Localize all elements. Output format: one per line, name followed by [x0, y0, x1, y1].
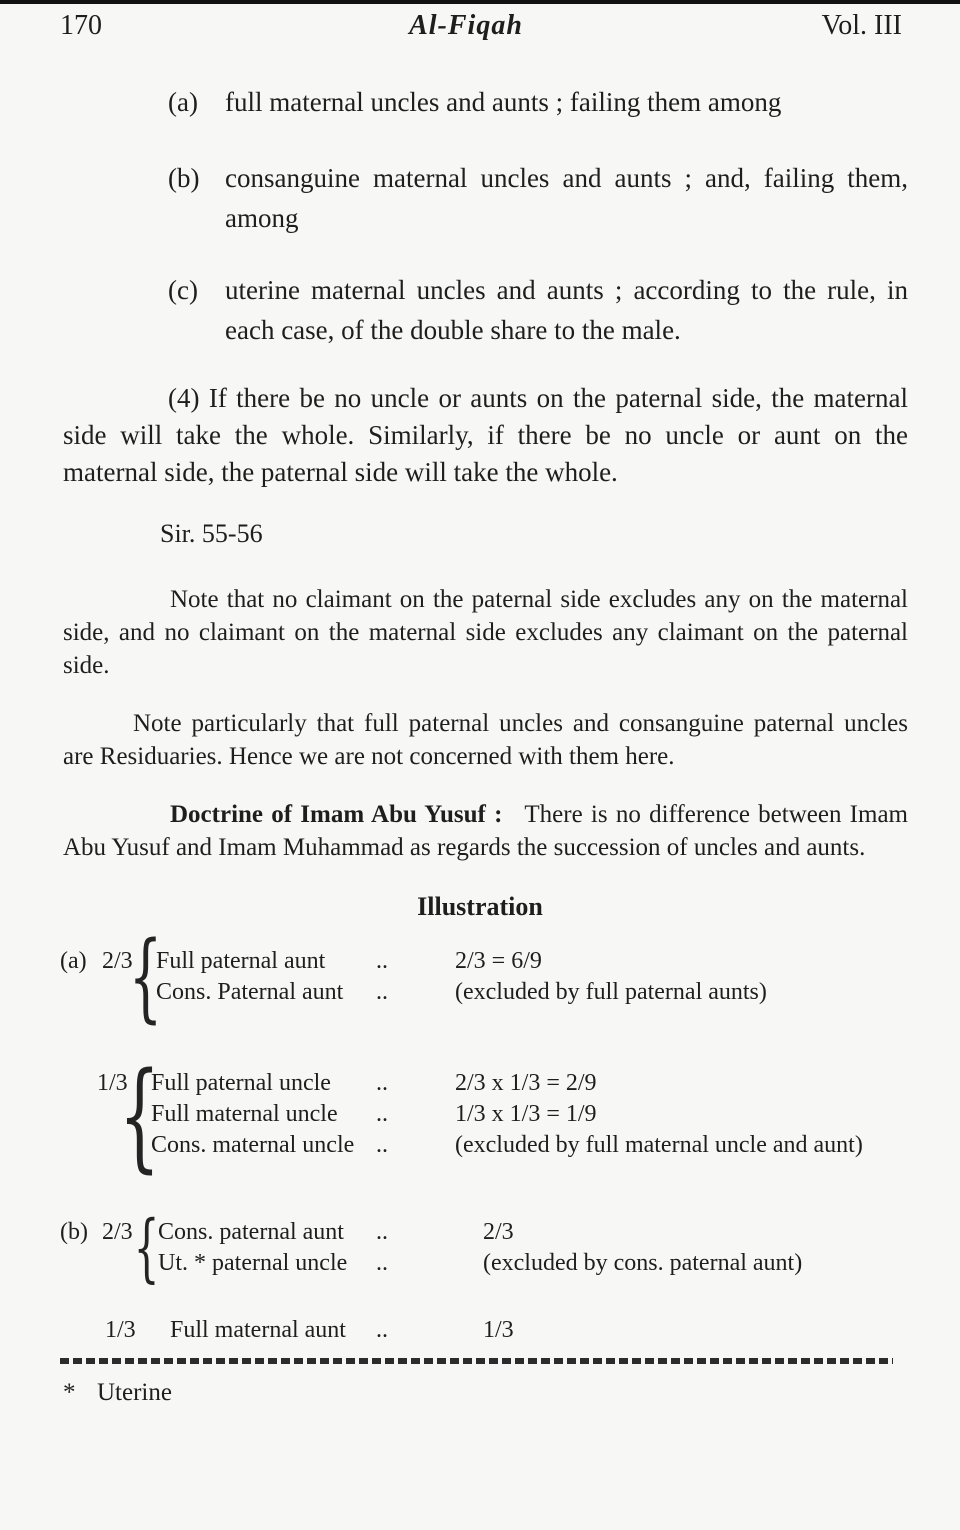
note-paragraph-2: Note particularly that full paternal uncles and consanguine paternal uncles are Residuaries. Hence we are not concerned with them here.: [63, 710, 908, 770]
list-text-c: uterine maternal uncles and aunts ; according to the rule, in each case, of the double share to the male.: [225, 275, 908, 345]
illustration-block-b: [0, 1205, 960, 1291]
footnote-separator: [60, 1358, 893, 1364]
row-label: Full paternal aunt: [156, 948, 326, 974]
row-dots: ..: [376, 1132, 388, 1158]
left-brace-icon: {: [119, 1045, 161, 1184]
block-a-rows: [156, 946, 960, 1008]
row-value: (excluded by full paternal aunts): [455, 979, 767, 1005]
row-dots: ..: [376, 1250, 388, 1276]
row-label: Full maternal aunt: [170, 1317, 346, 1343]
block-last-rows: [170, 1315, 960, 1346]
left-brace-icon: {: [129, 921, 163, 1033]
row-dots: ..: [376, 979, 388, 1005]
block-b-rows: [158, 1217, 960, 1279]
row-label: Ut. * paternal uncle: [158, 1250, 348, 1276]
table-row: [156, 946, 960, 977]
paragraph-4: (4) If there be no uncle or aunts on the paternal side, the maternal side will take the whole. Similarly, if there be no uncle or aunt on the maternal side, the paternal side will take the whole.: [63, 383, 908, 487]
row-value: 2/3 x 1/3 = 2/9: [455, 1070, 597, 1096]
table-row: [156, 977, 960, 1008]
row-label: Cons. maternal uncle: [151, 1132, 355, 1158]
row-label: Full paternal uncle: [151, 1070, 331, 1096]
block-a-item-label: (a): [60, 948, 87, 974]
footnote: [63, 1378, 900, 1408]
row-dots: ..: [376, 1070, 388, 1096]
table-row: [158, 1248, 960, 1279]
block-last-fraction: 1/3: [105, 1317, 136, 1343]
row-value: (excluded by full maternal uncle and aunt): [455, 1132, 863, 1158]
doctrine-text: There is no difference between Imam Abu Yusuf and Imam Muhammad as regards the succession of uncles and aunts.: [63, 801, 908, 861]
table-row: [151, 1099, 960, 1130]
row-dots: ..: [376, 1317, 388, 1343]
list-item-c: [168, 270, 908, 350]
row-dots: ..: [376, 1219, 388, 1245]
table-row: [170, 1315, 960, 1346]
row-label: Cons. Paternal aunt: [156, 979, 344, 1005]
list-item-a: [168, 82, 908, 122]
table-row: [151, 1068, 960, 1099]
list-text-a: full maternal uncles and aunts ; failing them among: [225, 87, 782, 117]
illustration-heading: Illustration: [417, 892, 543, 921]
block-third-rows: [151, 1068, 960, 1161]
doctrine-paragraph: [63, 798, 908, 864]
note-paragraph-1: Note that no claimant on the paternal side excludes any on the maternal side, and no claimant on the maternal side excludes any claimant on the paternal side.: [63, 586, 908, 679]
block-a-fraction: 2/3: [102, 948, 133, 974]
row-value: 1/3 x 1/3 = 1/9: [455, 1101, 597, 1127]
illustration-block-last: [0, 1315, 960, 1346]
row-value: 1/3: [483, 1317, 514, 1343]
scan-edge-bar: [0, 0, 960, 4]
row-value: 2/3: [483, 1219, 514, 1245]
block-b-fraction: 2/3: [102, 1219, 133, 1245]
row-value: (excluded by cons. paternal aunt): [483, 1250, 803, 1276]
left-brace-icon: {: [134, 1205, 160, 1291]
doctrine-heading: Doctrine of Imam Abu Yusuf :: [170, 801, 503, 828]
row-label: Cons. paternal aunt: [158, 1219, 344, 1245]
list-marker-b: (b): [168, 163, 200, 193]
list-marker-a: (a): [168, 87, 198, 117]
page-header: [0, 0, 960, 42]
citation-sir: Sir. 55-56: [160, 519, 263, 548]
illustration-block-third: [0, 1045, 960, 1184]
table-row: [158, 1217, 960, 1248]
row-value: 2/3 = 6/9: [455, 948, 542, 974]
footnote-text: Uterine: [97, 1379, 172, 1406]
table-row: [151, 1130, 960, 1161]
list-marker-c: (c): [168, 275, 198, 305]
list-text-b: consanguine maternal uncles and aunts ; and, failing them, among: [225, 163, 908, 233]
block-third-fraction: 1/3: [97, 1070, 128, 1096]
footnote-asterisk: *: [63, 1379, 76, 1406]
row-dots: ..: [376, 948, 388, 974]
page-number: 170: [60, 10, 102, 41]
book-title: Al-Fiqah: [409, 10, 523, 41]
illustration-block-a: [0, 921, 960, 1033]
row-label: Full maternal uncle: [151, 1101, 338, 1127]
list-item-b: [168, 158, 908, 238]
row-dots: ..: [376, 1101, 388, 1127]
volume-label: Vol. III: [821, 10, 902, 41]
block-b-item-label: (b): [60, 1219, 88, 1245]
